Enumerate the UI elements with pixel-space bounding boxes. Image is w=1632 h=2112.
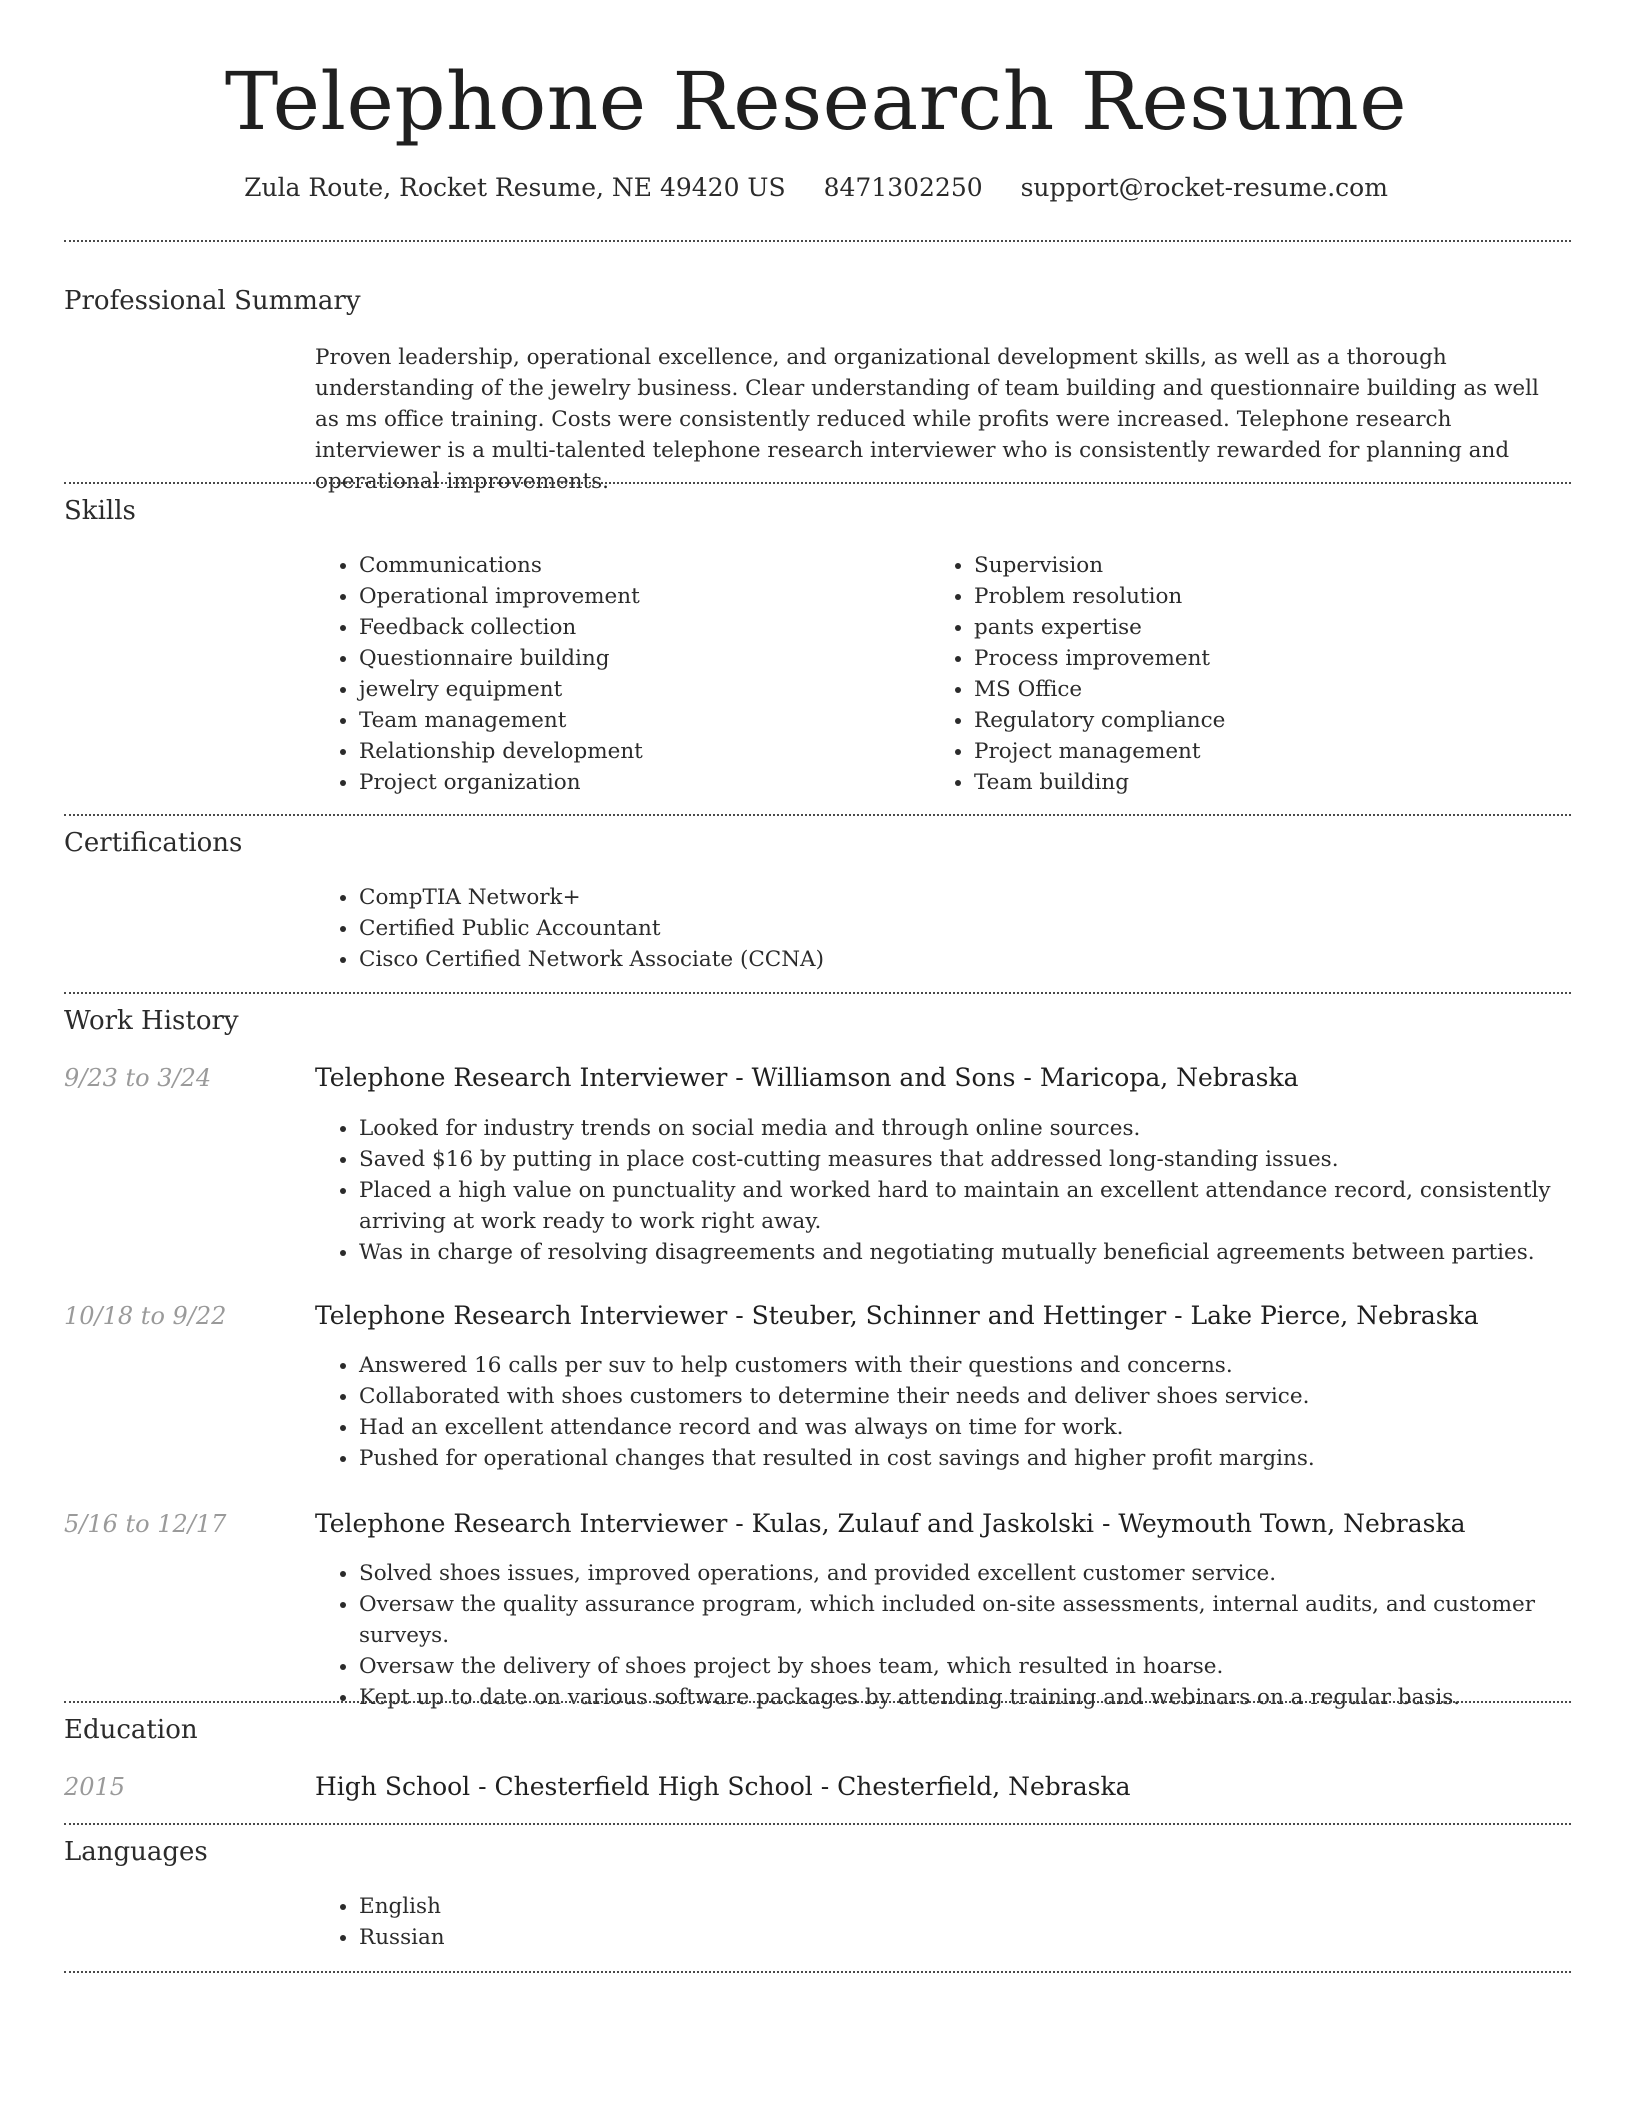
job-dates: 10/18 to 9/22: [64, 1302, 227, 1330]
certifications-list: [315, 882, 1599, 975]
job-bullet: • Placed a high value on punctuality and worked hard to maintain an excellent attendance record, consistently arriving at work ready to work right away.: [359, 1175, 1599, 1237]
contact-address: Zula Route, Rocket Resume, NE 49420 US: [244, 173, 786, 202]
contact-line: [0, 170, 1632, 206]
skill-item: • pants expertise: [974, 612, 1574, 643]
job-bullet: • Solved shoes issues, improved operations, and provided excellent customer service.: [359, 1558, 1599, 1589]
section-divider: [64, 482, 1571, 484]
job-bullet: • Oversaw the delivery of shoes project by shoes team, which resulted in hoarse.: [359, 1651, 1599, 1682]
skill-item: • Team management: [359, 705, 919, 736]
job-bullet: • Saved $16 by putting in place cost-cutting measures that addressed long-standing issues.: [359, 1144, 1599, 1175]
skill-item: • Operational improvement: [359, 581, 919, 612]
certifications-heading: Certifications: [64, 828, 243, 858]
section-divider: [64, 814, 1571, 816]
education-year: 2015: [64, 1773, 126, 1801]
skill-item: • MS Office: [974, 674, 1574, 705]
skill-item: • Communications: [359, 550, 919, 581]
language-item: • Russian: [359, 1922, 1599, 1953]
skill-item: • Process improvement: [974, 643, 1574, 674]
skills-list-right: [930, 550, 1574, 798]
section-divider: [64, 992, 1571, 994]
job-bullet: • Answered 16 calls per suv to help customers with their questions and concerns.: [359, 1350, 1599, 1381]
section-divider: [64, 1971, 1571, 1973]
language-item: • English: [359, 1891, 1599, 1922]
skill-item: • Project management: [974, 736, 1574, 767]
job-bullet: • Was in charge of resolving disagreements and negotiating mutually beneficial agreements between parties.: [359, 1237, 1599, 1268]
languages-heading: Languages: [64, 1837, 208, 1867]
resume-title: Telephone Research Resume: [224, 55, 1408, 148]
section-divider: [64, 240, 1571, 242]
job-bullets: [315, 1350, 1599, 1474]
contact-phone: 8471302250: [823, 173, 983, 202]
job-bullet: • Looked for industry trends on social media and through online sources.: [359, 1113, 1599, 1144]
job-title: Telephone Research Interviewer - Steuber, Schinner and Hettinger - Lake Pierce, Nebraska: [315, 1301, 1479, 1330]
summary-heading: Professional Summary: [64, 286, 361, 316]
summary-text: Proven leadership, operational excellence, and organizational development skills, as well as a thorough understanding of the jewelry business. Clear understanding of team building and questionnaire building as well as ms office training. Costs were consistently reduced while profits were increased. Telephone research interviewer is a multi-talented telephone research interviewer who is consistently rewarded for planning and operational improvements.: [315, 345, 1539, 494]
job-title: Telephone Research Interviewer - Williamson and Sons - Maricopa, Nebraska: [315, 1063, 1299, 1092]
skill-item: • Regulatory compliance: [974, 705, 1574, 736]
job-bullet: • Pushed for operational changes that resulted in cost savings and higher profit margins.: [359, 1443, 1599, 1474]
skills-list-left: [315, 550, 919, 798]
certification-item: • CompTIA Network+: [359, 882, 1599, 913]
job-bullet: • Oversaw the quality assurance program, which included on-site assessments, internal audits, and customer surveys.: [359, 1589, 1599, 1651]
job-bullet: • Had an excellent attendance record and was always on time for work.: [359, 1412, 1599, 1443]
contact-email: support@rocket-resume.com: [1020, 173, 1388, 202]
skill-item: • Team building: [974, 767, 1574, 798]
skill-item: • Problem resolution: [974, 581, 1574, 612]
certification-item: • Cisco Certified Network Associate (CCNA): [359, 944, 1599, 975]
work-heading: Work History: [64, 1006, 239, 1036]
education-entry: High School - Chesterfield High School - Chesterfield, Nebraska: [315, 1772, 1131, 1801]
skill-item: • Relationship development: [359, 736, 919, 767]
languages-list: [315, 1891, 1599, 1953]
section-divider: [64, 1823, 1571, 1825]
section-divider: [64, 1701, 1571, 1703]
job-bullets: [315, 1558, 1599, 1713]
job-bullet: • Collaborated with shoes customers to determine their needs and deliver shoes service.: [359, 1381, 1599, 1412]
certification-item: • Certified Public Accountant: [359, 913, 1599, 944]
skill-item: • Project organization: [359, 767, 919, 798]
skill-item: • Questionnaire building: [359, 643, 919, 674]
skill-item: • Feedback collection: [359, 612, 919, 643]
job-dates: 9/23 to 3/24: [64, 1064, 212, 1092]
job-bullet: • Kept up to date on various software packages by attending training and webinars on a regular basis.: [359, 1682, 1599, 1713]
skill-item: • jewelry equipment: [359, 674, 919, 705]
skill-item: • Supervision: [974, 550, 1574, 581]
job-dates: 5/16 to 12/17: [64, 1510, 227, 1538]
education-heading: Education: [64, 1715, 198, 1745]
skills-heading: Skills: [64, 496, 136, 526]
job-title: Telephone Research Interviewer - Kulas, Zulauf and Jaskolski - Weymouth Town, Nebraska: [315, 1509, 1466, 1538]
job-bullets: [315, 1113, 1599, 1268]
